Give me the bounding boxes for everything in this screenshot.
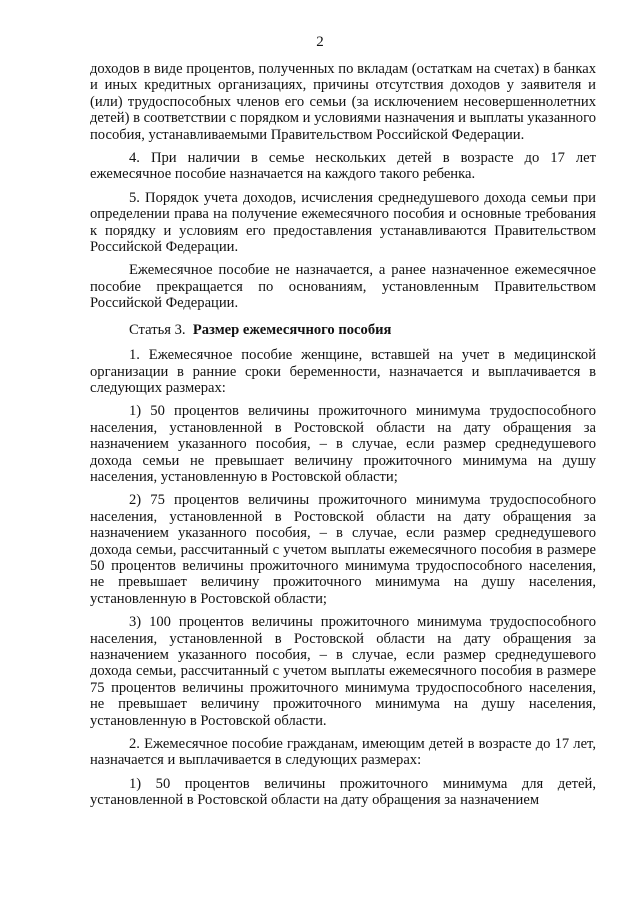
paragraph-subpoint-3: 3) 100 процентов величины прожиточного минимума трудоспособного населения, установленной в Ростовской области на дату обращения за назначением указанного пособия, – в случае, если размер среднедушевого дохода семьи, рассчитанный с учетом выплаты ежемесячного пособия в размере 75 процентов величины прожиточного минимума трудоспособного населения, не превышает величину прожиточного минимума на душу населения, установленную в Ростовской области.	[90, 614, 596, 729]
page-number: 2	[316, 34, 324, 50]
paragraph-subpoint-2: 2) 75 процентов величины прожиточного минимума трудоспособного населения, установленной в Ростовской области на дату обращения за назначением указанного пособия, – в случае, если размер среднедушевого дохода семьи, рассчитанный с учетом выплаты ежемесячного пособия в размере 50 процентов величины прожиточного минимума трудоспособного населения, не превышает величину прожиточного минимума на душу населения, установленную в Ростовской области;	[90, 492, 596, 607]
article-heading	[90, 322, 596, 338]
paragraph-article3-point-1: 1. Ежемесячное пособие женщине, вставшей на учет в медицинской организации в ранние сроки беременности, назначается и выплачивается в следующих размерах:	[90, 347, 596, 396]
paragraph-article3-point-2: 2. Ежемесячное пособие гражданам, имеющим детей в возрасте до 17 лет, назначается и выплачивается в следующих размерах:	[90, 736, 596, 769]
paragraph-point-4: 4. При наличии в семье нескольких детей в возрасте до 17 лет ежемесячное пособие назначается на каждого такого ребенка.	[90, 150, 596, 183]
document-body	[90, 61, 596, 816]
paragraph-point-5: 5. Порядок учета доходов, исчисления среднедушевого дохода семьи при определении права на получение ежемесячного пособия и основные требования к порядку и условиям его предоставления устанавливаются Правительством Российской Федерации.	[90, 189, 596, 256]
paragraph-children-subpoint-1: 1) 50 процентов величины прожиточного минимума для детей, установленной в Ростовской области на дату обращения за назначением	[90, 775, 596, 809]
paragraph-not-assigned: Ежемесячное пособие не назначается, а ранее назначенное ежемесячное пособие прекращается по основаниям, установленным Правительством Российской Федерации.	[90, 262, 596, 312]
article-title: Размер ежемесячного пособия	[192, 321, 392, 338]
article-prefix: Статья 3.	[129, 321, 186, 338]
paragraph-subpoint-1: 1) 50 процентов величины прожиточного минимума трудоспособного населения, установленной в Ростовской области на дату обращения за назначением указанного пособия, – в случае, если размер среднедушевого дохода семьи не превышает величину прожиточного минимума на душу населения, установленную в Ростовской области;	[90, 403, 596, 485]
paragraph-income-continuation: доходов в виде процентов, полученных по вкладам (остаткам на счетах) в банках и иных кредитных организациях, причины отсутствия доходов у заявителя и (или) трудоспособных членов его семьи (за исключением несовершеннолетних детей) в соответствии с порядком и условиями назначения и выплаты указанного пособия, устанавливаемыми Правительством Российской Федерации.	[90, 61, 597, 143]
